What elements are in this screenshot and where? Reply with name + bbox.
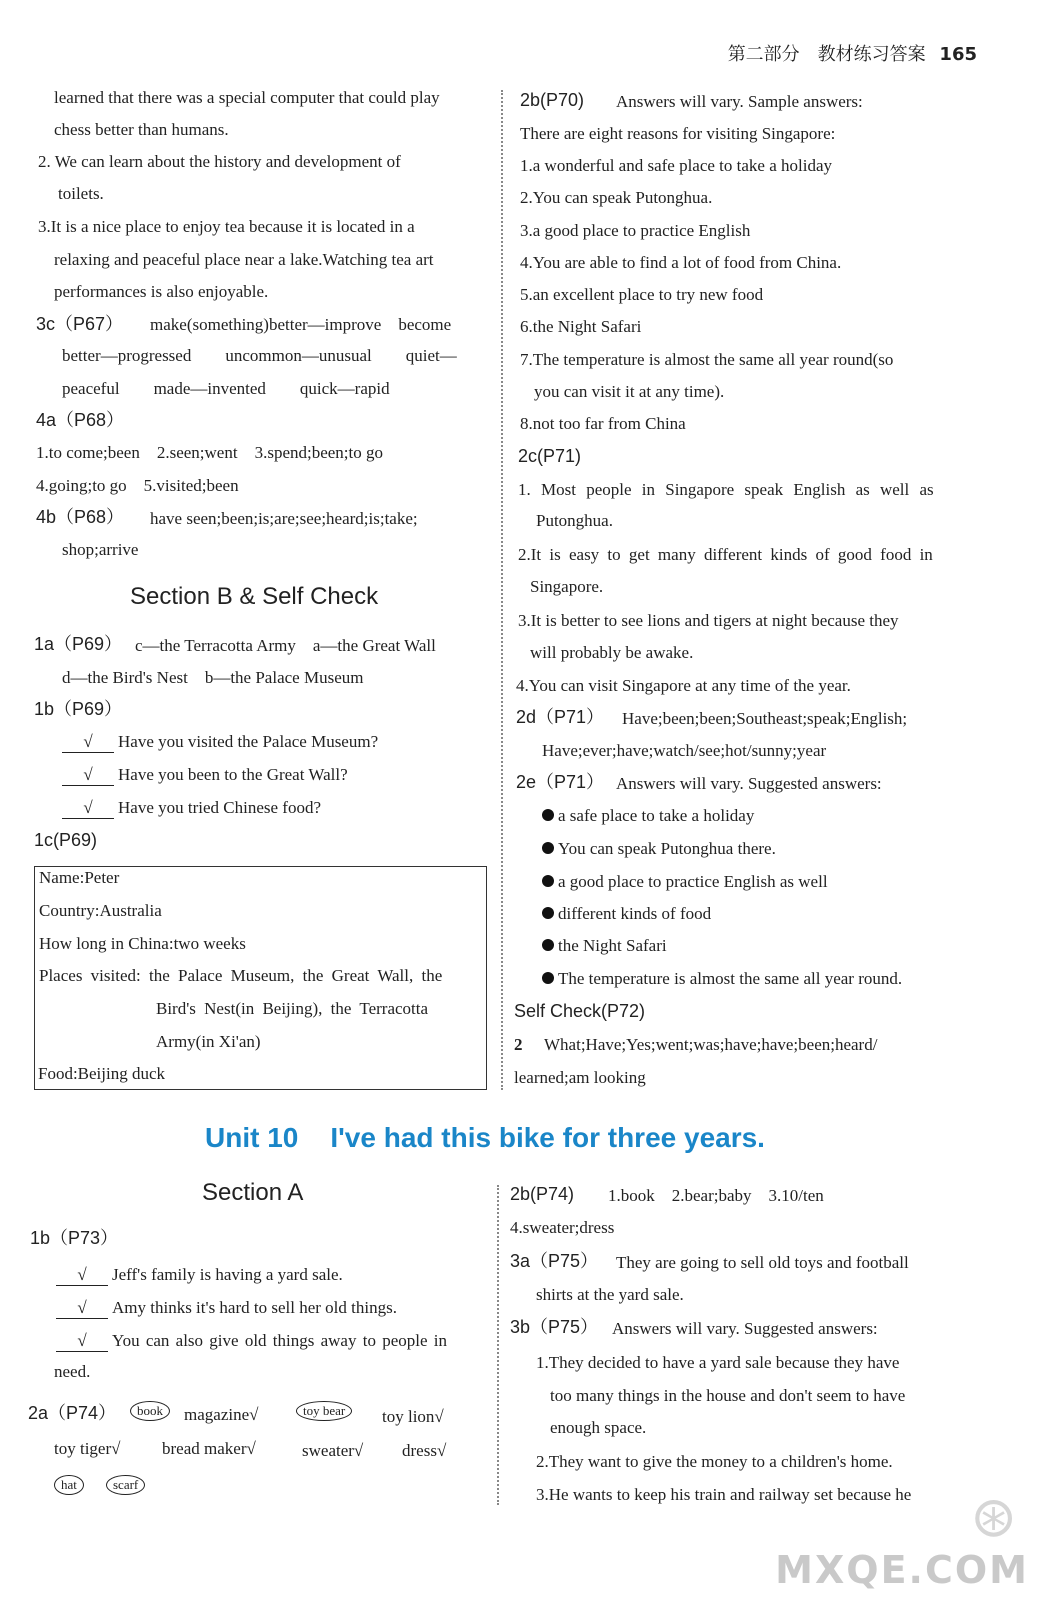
bullet-icon bbox=[542, 939, 554, 951]
text-line: c—the Terracotta Army a—the Great Wall bbox=[135, 636, 436, 655]
question-label: 1a（P69） bbox=[34, 634, 123, 654]
box-line: How long in China:two weeks bbox=[39, 934, 246, 953]
text-line: 7.The temperature is almost the same all year round(so bbox=[520, 350, 894, 369]
question-label: 4a（P68） bbox=[36, 410, 125, 430]
check-item: √ Have you tried Chinese food? bbox=[62, 798, 321, 819]
ticked-word: magazine√ bbox=[184, 1405, 259, 1424]
ticked-word: dress√ bbox=[402, 1441, 447, 1460]
question-label: 4b（P68） bbox=[36, 507, 125, 527]
text-line: There are eight reasons for visiting Singapore: bbox=[520, 124, 836, 143]
item-number: 2 bbox=[514, 1035, 523, 1054]
box-line: Food:Beijing duck bbox=[38, 1064, 166, 1083]
bullet-item: different kinds of food bbox=[542, 904, 711, 924]
question-label: 2b(P70) bbox=[520, 90, 585, 110]
text-line: learned that there was a special computer that could play bbox=[54, 88, 440, 107]
text-line: performances is also enjoyable. bbox=[54, 282, 269, 301]
text-line: you can visit it at any time). bbox=[534, 382, 725, 401]
check-mark: √ bbox=[56, 1265, 108, 1286]
text-line: 3.It is a nice place to enjoy tea because it is located in a bbox=[38, 217, 415, 236]
question-label: 2c(P71) bbox=[518, 446, 582, 466]
box-line: Bird's Nest(in Beijing), the Terracotta bbox=[156, 999, 429, 1018]
text-line: Putonghua. bbox=[536, 511, 613, 530]
page-header bbox=[728, 40, 977, 66]
bullet-item: You can speak Putonghua there. bbox=[542, 839, 776, 859]
bullet-icon bbox=[542, 809, 554, 821]
text-line: 1.They decided to have a yard sale because they have bbox=[536, 1353, 900, 1372]
question-label: 2d（P71） bbox=[516, 707, 605, 727]
text-line: 1.book 2.bear;baby 3.10/ten bbox=[608, 1186, 824, 1205]
ticked-word: toy tiger√ bbox=[54, 1439, 121, 1458]
ticked-word: bread maker√ bbox=[162, 1439, 256, 1458]
text-line: Singapore. bbox=[530, 577, 604, 596]
text-line: 3.He wants to keep his train and railway set because he bbox=[536, 1485, 912, 1504]
circled-word: toy bear bbox=[296, 1400, 352, 1421]
text-line: enough space. bbox=[550, 1418, 647, 1437]
page-number: 165 bbox=[939, 44, 977, 65]
box-line: Name:Peter bbox=[39, 868, 120, 887]
text-line: Answers will vary. Suggested answers: bbox=[616, 774, 882, 793]
unit-number: Unit 10 bbox=[205, 1122, 299, 1153]
text-line: 8.not too far from China bbox=[520, 414, 686, 433]
circled-word: scarf bbox=[106, 1474, 145, 1495]
check-mark: √ bbox=[56, 1331, 108, 1352]
unit-title: I've had this bike for three years. bbox=[330, 1122, 765, 1153]
ticked-word: toy lion√ bbox=[382, 1407, 444, 1426]
text-line: shop;arrive bbox=[62, 540, 139, 559]
text-line: toilets. bbox=[58, 184, 104, 203]
text-line: Have;been;been;Southeast;speak;English; bbox=[622, 709, 908, 728]
check-item: √ Have you visited the Palace Museum? bbox=[62, 732, 378, 753]
header-section: 第二部分 教材练习答案 bbox=[727, 44, 926, 65]
watermark-logo-icon: ⊛ bbox=[970, 1485, 1017, 1550]
watermark: MXQE.COM bbox=[775, 1548, 1029, 1592]
check-mark: √ bbox=[62, 732, 114, 753]
check-mark: √ bbox=[56, 1298, 108, 1319]
text-line: relaxing and peaceful place near a lake.Watching tea art bbox=[54, 250, 434, 269]
text-line: 1.to come;been 2.seen;went 3.spend;been;to go bbox=[36, 443, 383, 462]
check-mark: √ bbox=[62, 798, 114, 819]
text-line: 1. Most people in Singapore speak English as well as bbox=[518, 480, 934, 499]
question-label: 3a（P75） bbox=[510, 1251, 599, 1271]
text-line: d—the Bird's Nest b—the Palace Museum bbox=[62, 668, 364, 687]
text-line: What;Have;Yes;went;was;have;have;been;heard/ bbox=[544, 1035, 878, 1054]
text-line: peaceful made—invented quick—rapid bbox=[62, 379, 390, 398]
text-line: 3.a good place to practice English bbox=[520, 221, 751, 240]
bullet-icon bbox=[542, 842, 554, 854]
ticked-word: sweater√ bbox=[302, 1441, 364, 1460]
text-line: better—progressed uncommon—unusual quiet— bbox=[62, 346, 457, 365]
column-divider-top bbox=[501, 90, 503, 1090]
text-line: Answers will vary. Suggested answers: bbox=[612, 1319, 878, 1338]
check-item: √ Amy thinks it's hard to sell her old things. bbox=[56, 1298, 397, 1319]
bullet-icon bbox=[542, 907, 554, 919]
check-item: √ Jeff's family is having a yard sale. bbox=[56, 1265, 343, 1286]
text-line: Have;ever;have;watch/see;hot/sunny;year bbox=[542, 741, 827, 760]
box-line: Country:Australia bbox=[39, 901, 162, 920]
section-heading-b: Section B & Self Check bbox=[130, 583, 379, 610]
bullet-item: the Night Safari bbox=[542, 936, 667, 956]
text-line: make(something)better—improve become bbox=[150, 315, 452, 334]
box-line: Army(in Xi'an) bbox=[156, 1032, 261, 1051]
text-line: 4.going;to go 5.visited;been bbox=[36, 476, 239, 495]
text-line: will probably be awake. bbox=[530, 643, 694, 662]
bullet-item: a safe place to take a holiday bbox=[542, 806, 754, 826]
check-mark: √ bbox=[62, 765, 114, 786]
text-line: 4.You are able to find a lot of food from China. bbox=[520, 253, 842, 272]
text-line: chess better than humans. bbox=[54, 120, 229, 139]
question-label: 3b（P75） bbox=[510, 1317, 599, 1337]
question-label: 2b(P74) bbox=[510, 1184, 575, 1204]
section-heading-a: Section A bbox=[202, 1179, 304, 1206]
bullet-item: The temperature is almost the same all year round. bbox=[542, 969, 902, 989]
text-line: 6.the Night Safari bbox=[520, 317, 642, 336]
circled-word: hat bbox=[54, 1474, 84, 1495]
text-line: 4.You can visit Singapore at any time of the year. bbox=[516, 676, 851, 695]
text-line: 5.an excellent place to try new food bbox=[520, 285, 764, 304]
bullet-item: a good place to practice English as well bbox=[542, 872, 828, 892]
box-line: Places visited: the Palace Museum, the Great Wall, the bbox=[39, 966, 443, 985]
bullet-icon bbox=[542, 972, 554, 984]
bullet-icon bbox=[542, 875, 554, 887]
question-label: 2e（P71） bbox=[516, 772, 605, 792]
text-line: Answers will vary. Sample answers: bbox=[616, 92, 863, 111]
question-label: 1c(P69) bbox=[34, 830, 98, 850]
check-item: √ You can also give old things away to people in bbox=[56, 1331, 447, 1352]
check-item: √ Have you been to the Great Wall? bbox=[62, 765, 348, 786]
text-line: 2.They want to give the money to a children's home. bbox=[536, 1452, 893, 1471]
question-label: 1b（P69） bbox=[34, 699, 123, 719]
column-divider-bottom bbox=[497, 1185, 499, 1505]
text-line: 2.It is easy to get many different kinds of good food in bbox=[518, 545, 933, 564]
unit-heading bbox=[205, 1122, 765, 1154]
question-label: 1b（P73） bbox=[30, 1228, 119, 1248]
text-line: too many things in the house and don't seem to have bbox=[550, 1386, 906, 1405]
text-line: learned;am looking bbox=[514, 1068, 646, 1087]
text-line: need. bbox=[54, 1362, 91, 1381]
circled-word: book bbox=[130, 1400, 170, 1421]
question-label: 2a（P74） bbox=[28, 1403, 117, 1423]
question-label: Self Check(P72) bbox=[514, 1001, 646, 1021]
text-line: 2. We can learn about the history and development of bbox=[38, 152, 401, 171]
text-line: 2.You can speak Putonghua. bbox=[520, 188, 713, 207]
text-line: They are going to sell old toys and football bbox=[616, 1253, 909, 1272]
question-label: 3c（P67） bbox=[36, 314, 124, 334]
text-line: shirts at the yard sale. bbox=[536, 1285, 684, 1304]
text-line: 1.a wonderful and safe place to take a holiday bbox=[520, 156, 833, 175]
text-line: 3.It is better to see lions and tigers at night because they bbox=[518, 611, 899, 630]
text-line: have seen;been;is;are;see;heard;is;take; bbox=[150, 509, 418, 528]
text-line: 4.sweater;dress bbox=[510, 1218, 615, 1237]
